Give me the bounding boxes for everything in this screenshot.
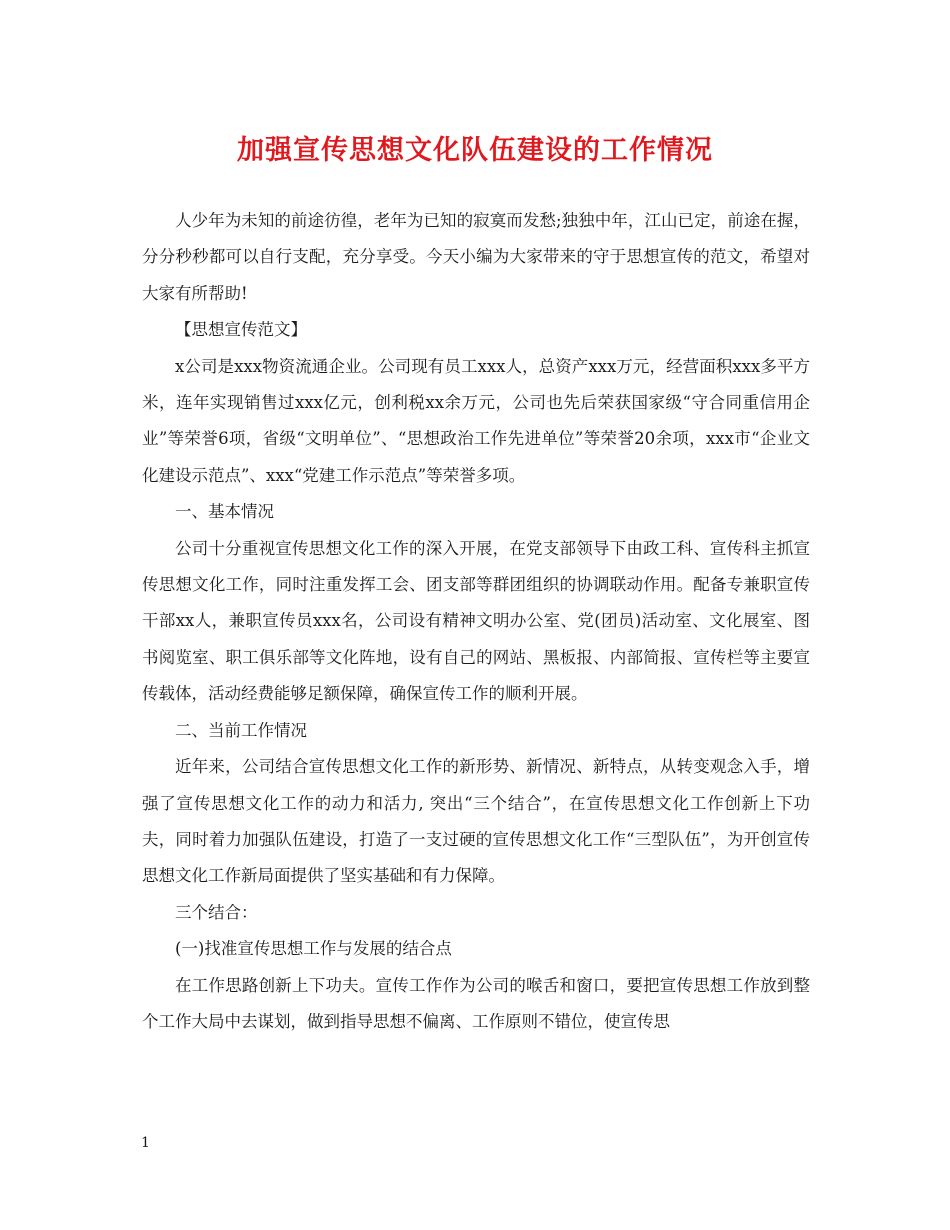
document-title: 加强宣传思想文化队伍建设的工作情况 [237, 135, 713, 166]
document-body [142, 203, 810, 1040]
paragraph-basic-situation: 公司十分重视宣传思想文化工作的深入开展，在党支部领导下由政工科、宣传科主抓宣传思想文化工作，同时注重发挥工会、团支部等群团组织的协调联动作用。配备专兼职宣传干部xx人，兼职宣传员xxx名，公司设有精神文明办公室、党(团员)活动室、文化展室、图书阅览室、职工俱乐部等文化阵地，设有自己的网站、黑板报、内部简报、宣传栏等主要宣传载体，活动经费能够足额保障，确保宣传工作的顺利开展。 [142, 538, 810, 704]
paragraph-current-work: 近年来，公司结合宣传思想文化工作的新形势、新情况、新特点，从转变观念入手，增强了宣传思想文化工作的动力和活力, 突出“三个结合”，在宣传思想文化工作创新上下功夫，同时着力加强队伍建设，打造了一支过硬的宣传思想文化工作“三型队伍”，为开创宣传思想文化工作新局面提供了坚实基础和有力保障。 [142, 757, 810, 886]
heading-current-work: 二、当前工作情况 [175, 720, 307, 740]
paragraph-company-overview: x公司是xxx物资流通企业。公司现有员工xxx人，总资产xxx万元，经营面积xxx多平方米，连年实现销售过xxx亿元，创利税xx余万元，公司也先后荣获国家级“守合同重信用企业”等荣誉6项，省级“文明单位”、“思想政治工作先进单位”等荣誉20余项，xxx市“企业文化建设示范点”、xxx“党建工作示范点”等荣誉多项。 [142, 356, 810, 485]
paragraph-intro: 人少年为未知的前途彷徨，老年为已知的寂寞而发愁;独独中年，江山已定，前途在握，分分秒秒都可以自行支配，充分享受。今天小编为大家带来的守于思想宣传的范文，希望对大家有所帮助! [142, 211, 810, 303]
paragraph-combination-one: 在工作思路创新上下功夫。宣传工作作为公司的喉舌和窗口，要把宣传思想工作放到整个工作大局中去谋划，做到指导思想不偏离、工作原则不错位，使宣传思 [142, 975, 810, 1031]
subheading-combination-one: (一)找准宣传思想工作与发展的结合点 [175, 939, 452, 959]
heading-three-combinations: 三个结合： [175, 902, 258, 922]
heading-basic-situation: 一、基本情况 [175, 502, 274, 522]
page-number: 1 [141, 1135, 150, 1151]
section-label-sample: 【思想宣传范文】 [175, 320, 307, 340]
